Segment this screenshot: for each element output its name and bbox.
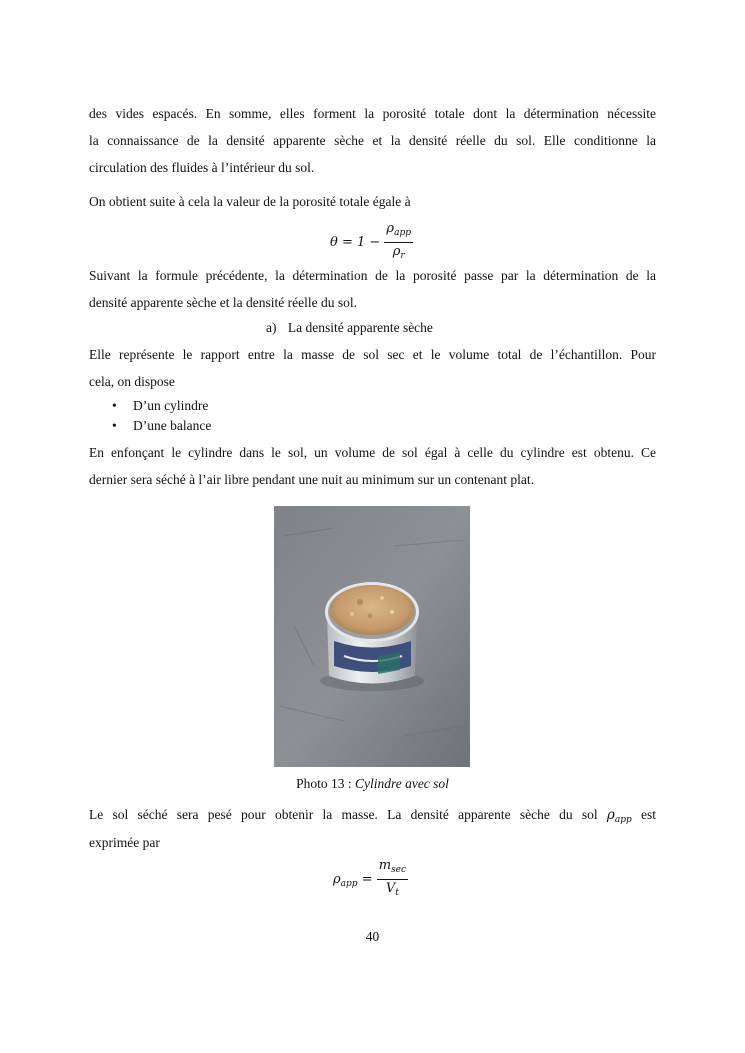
equation-lhs: θ = 1 −: [330, 235, 381, 250]
cylinder-photo-illustration: [274, 506, 470, 767]
fraction: $\frac{m_{sec}}{V_t}$: [378, 858, 407, 898]
paragraph-porosity-value: [89, 188, 656, 215]
text-line: densité apparente sèche et la densité réelle du sol.: [89, 295, 358, 310]
text-segment: est: [641, 807, 656, 822]
caption-title: Cylindre avec sol: [354, 776, 449, 791]
paragraph-weighing-cont: [89, 829, 656, 856]
fraction: $\frac{\rho_{app}}{\rho_r}$: [386, 221, 411, 261]
text-line: dernier sera séché à l’air libre pendant une nuit au minimum sur un contenant plat.: [89, 472, 534, 487]
paragraph-porosity-intro: [89, 100, 656, 181]
paragraph-procedure: [89, 439, 656, 493]
page-number: 40: [365, 929, 380, 944]
list-item: • D’une balance: [112, 416, 211, 436]
section-heading: [266, 318, 433, 338]
photo-cylinder-with-soil: [274, 506, 470, 767]
text-line: circulation des fluides à l’intérieur du sol.: [89, 160, 315, 175]
text-line: des vides espacés. En somme, elles forment la porosité totale dont la détermination nécessite: [89, 106, 656, 121]
text-line: En enfonçant le cylindre dans le sol, un volume de sol égal à celle du cylindre est obtenu. Ce: [89, 445, 656, 460]
figure-caption: [0, 774, 745, 794]
text-line: Suivant la formule précédente, la détermination de la porosité passe par la détermination de la: [89, 268, 656, 283]
text-line: On obtient suite à cela la valeur de la porosité totale égale à: [89, 194, 411, 209]
text-segment: exprimée par: [89, 835, 160, 850]
text-line: cela, on dispose: [89, 374, 175, 389]
section-marker: a): [266, 320, 277, 335]
paragraph-formula-explanation: [89, 262, 656, 316]
paragraph-bulk-density: [89, 341, 656, 395]
text-line: Elle représente le rapport entre la masse de sol sec et le volume total de l’échantillon. Pour: [89, 347, 656, 362]
inline-equation-rho-app: $\rho_{app}$: [606, 807, 632, 825]
text-segment: Le sol séché sera pesé pour obtenir la masse. La densité apparente sèche du sol: [89, 807, 598, 822]
equipment-list: [112, 396, 211, 436]
equation-bulk-density: $\rho_{app}$ = $\frac{m_{sec}}{V_t}$: [333, 858, 408, 901]
section-title: La densité apparente sèche: [287, 320, 433, 335]
equation-porosity: [330, 221, 413, 264]
text-line: la connaissance de la densité apparente sèche et la densité réelle du sol. Elle conditionne la: [89, 133, 656, 148]
caption-label: Photo 13 :: [296, 776, 352, 791]
list-item: • D’un cylindre: [112, 396, 211, 416]
equation-lhs: $\rho_{app}$: [333, 872, 358, 889]
